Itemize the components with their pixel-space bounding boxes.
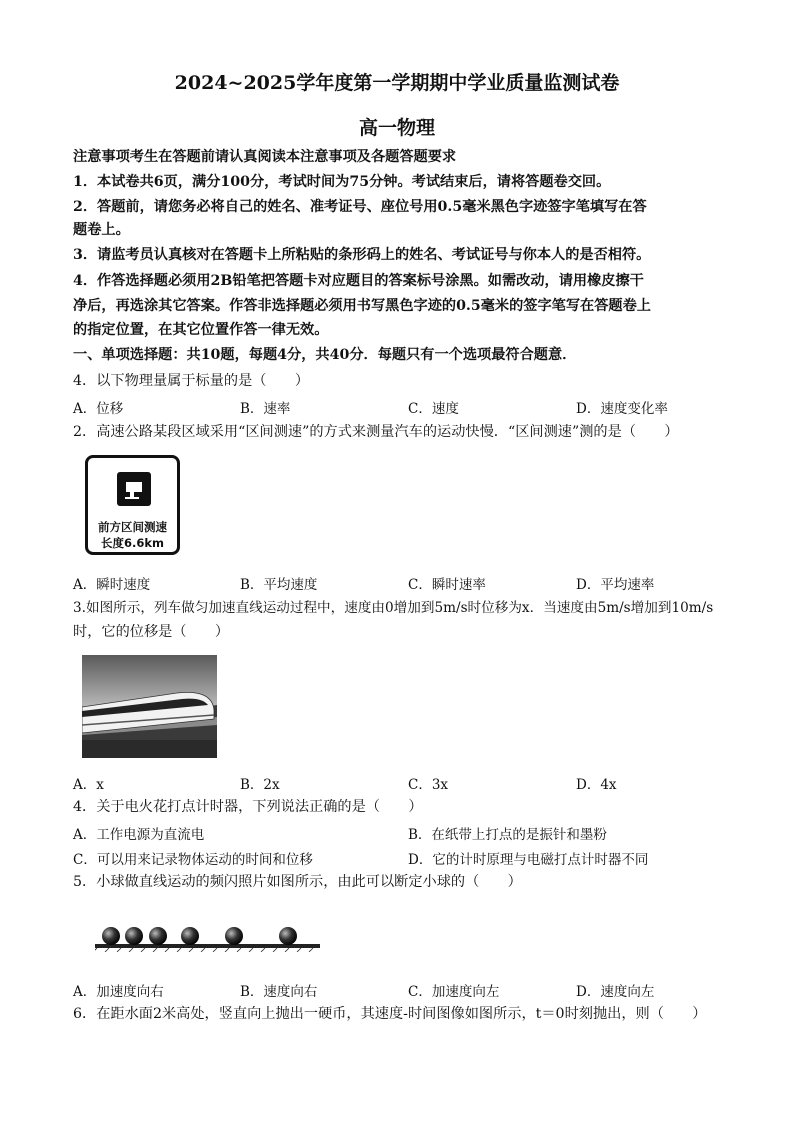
question-2-option-a[interactable]: A．瞬时速度 (73, 577, 151, 593)
question-3-option-a[interactable]: A．x (73, 777, 104, 793)
question-4-option-d[interactable]: D．它的计时原理与电磁打点计时器不同 (408, 852, 649, 868)
question-4-option-a[interactable]: A．工作电源为直流电 (73, 827, 205, 843)
question-2-stem: 2．高速公路某段区域采用“区间测速”的方式来测量汽车的运动快慢．“区间测速”测的是（ ） (73, 424, 679, 440)
exam-subject: 高一物理 (358, 117, 435, 139)
question-4-option-b[interactable]: B．在纸带上打点的是振针和墨粉 (408, 827, 607, 843)
sign-text-line1: 前方区间测速 (98, 520, 167, 534)
question-3-stem-b: 时，它的位移是（ ） (73, 624, 230, 640)
question-1-option-a[interactable]: A．位移 (73, 401, 124, 417)
question-5-option-d[interactable]: D．速度向左 (576, 984, 655, 1000)
question-2-option-b[interactable]: B．平均速度 (240, 577, 318, 593)
exam-title: 2024~2025学年度第一学期期中学业质量监测试卷 (174, 72, 620, 94)
question-2-option-d[interactable]: D．平均速率 (576, 577, 655, 593)
camera-icon (117, 472, 151, 506)
question-1-option-c[interactable]: C．速度 (408, 401, 459, 417)
question-1-option-d[interactable]: D．速度变化率 (576, 401, 668, 417)
question-3-stem-a: 3.如图所示，列车做匀加速直线运动过程中，速度由0增加到5m/s时位移为x．当速度由5m/s增加到10m/s (73, 600, 714, 616)
question-5-option-a[interactable]: A．加速度向右 (73, 984, 164, 1000)
question-1-option-b[interactable]: B．速率 (240, 401, 291, 417)
question-4-option-c[interactable]: C．可以用来记录物体运动的时间和位移 (73, 852, 313, 868)
notice-heading: 注意事项考生在答题前请认真阅读本注意事项及各题答题要求 (73, 149, 457, 165)
question-4-stem: 4．关于电火花打点计时器，下列说法正确的是（ ） (73, 799, 423, 815)
question-6-stem: 6．在距水面2米高处，竖直向上抛出一硬币，其速度-时间图像如图所示，t＝0时刻抛出，则（ ） (73, 1006, 707, 1022)
question-3-option-b[interactable]: B．2x (240, 777, 280, 793)
notice-item-2a: 2．答题前，请您务必将自己的姓名、准考证号、座位号用0.5毫米黑色字迹签字笔填写在答 (73, 199, 647, 215)
notice-item-4c: 的指定位置，在其它位置作答一律无效。 (73, 322, 329, 338)
question-5-option-c[interactable]: C．加速度向左 (408, 984, 500, 1000)
question-1-stem: 4．以下物理量属于标量的是（ ） (73, 373, 310, 389)
speed-zone-sign (85, 455, 180, 555)
question-3-option-c[interactable]: C．3x (408, 777, 449, 793)
question-5-option-b[interactable]: B．速度向右 (240, 984, 318, 1000)
question-5-stem: 5．小球做直线运动的频闪照片如图所示，由此可以断定小球的（ ） (73, 874, 522, 890)
notice-item-2b: 题卷上。 (73, 222, 130, 238)
notice-item-4a: 4．作答选择题必须用2B铅笔把答题卡对应题目的答案标号涂黑。如需改动，请用橡皮擦干 (73, 273, 644, 289)
question-3-option-d[interactable]: D．4x (576, 777, 617, 793)
notice-item-3: 3．请监考员认真核对在答题卡上所粘贴的条形码上的姓名、考试证号与你本人的是否相符。 (73, 247, 651, 263)
train-photo (82, 655, 217, 758)
question-2-option-c[interactable]: C．瞬时速率 (408, 577, 486, 593)
sign-text-line2: 长度6.6km (100, 536, 164, 550)
strobe-photo-balls (95, 922, 320, 952)
notice-item-1: 1．本试卷共6页，满分100分，考试时间为75分钟。考试结束后，请将答题卷交回。 (73, 174, 611, 190)
notice-item-4b: 净后，再选涂其它答案。作答非选择题必须用书写黑色字迹的0.5毫米的签字笔写在答题卷上 (73, 298, 651, 314)
section-heading: 一、单项选择题：共10题，每题4分，共40分．每题只有一个选项最符合题意． (73, 347, 577, 363)
